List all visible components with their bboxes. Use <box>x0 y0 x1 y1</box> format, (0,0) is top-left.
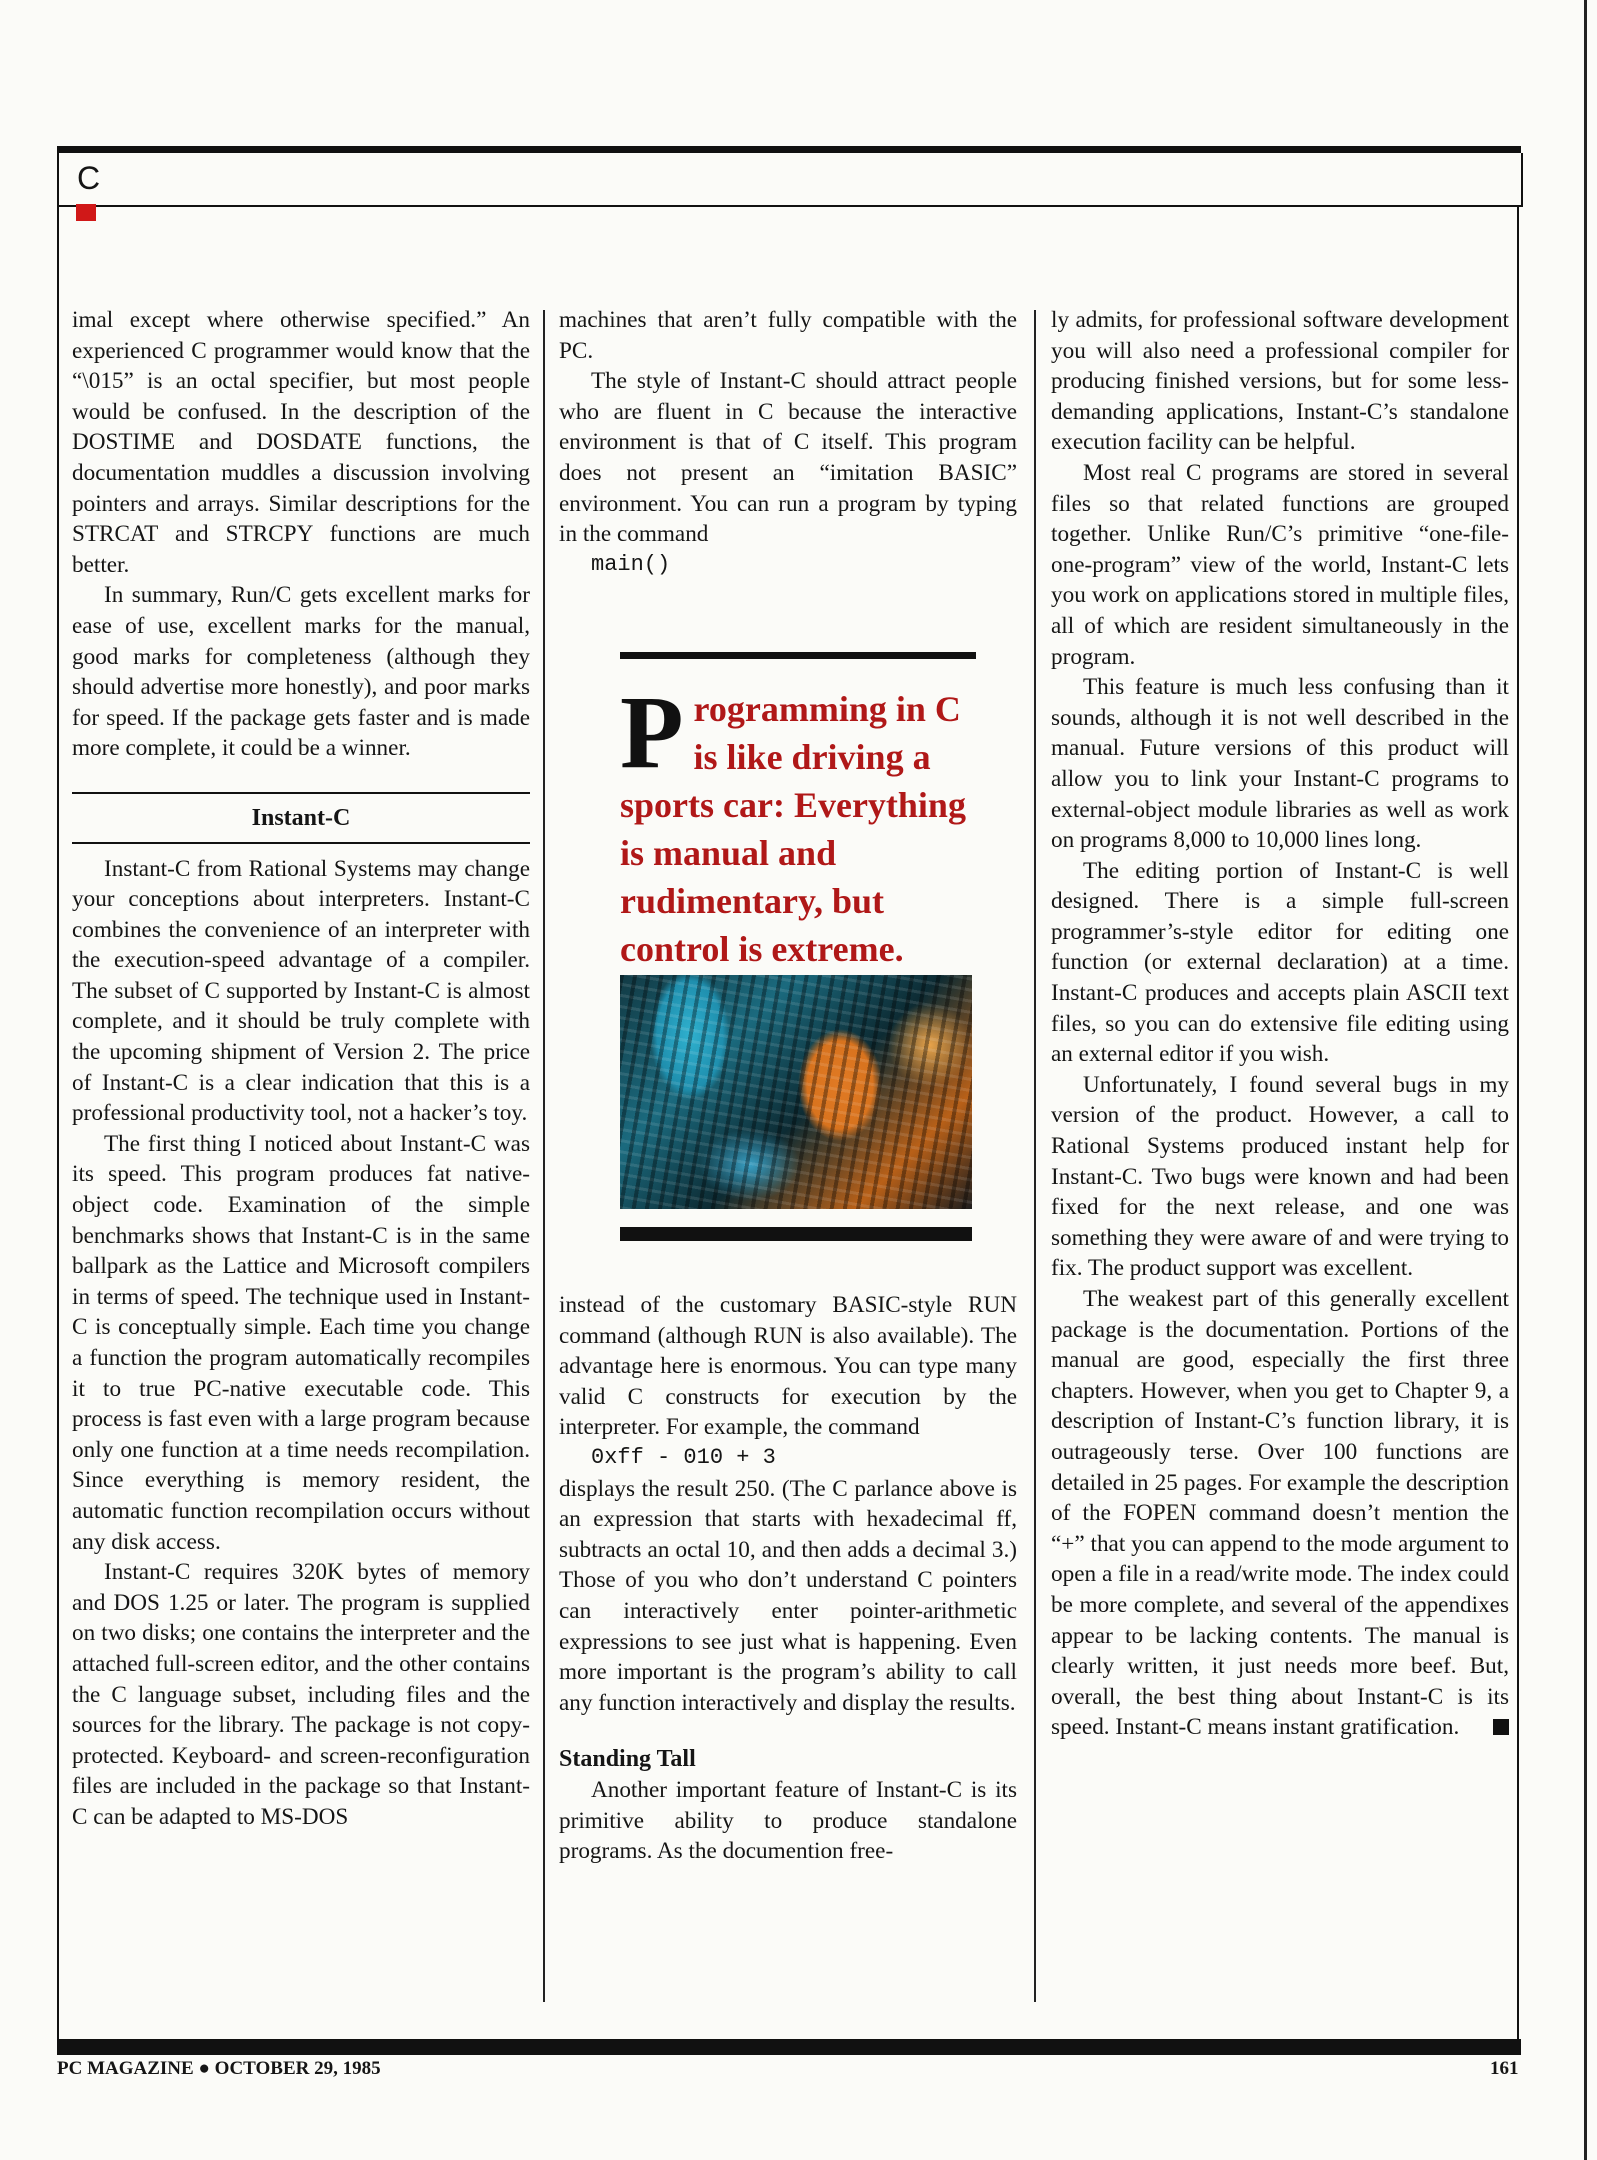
paragraph: displays the result 250. (The C parlance above is an expression that starts with hexadecimal ff, subtracts an octal 10, and then adds a decimal 3.) Those of you who don’t understand C pointers can interactively enter pointer-arithmetic expressions to see just what is happening. Even more important is the program’s ability to call any function interactively and display the results. <box>559 1475 1017 1716</box>
paragraph: The editing portion of Instant-C is well designed. There is a simple full-screen programmer’s-style editor for editing one function (or external declaration) at a time. Instant-C produces and accepts plain ASCII text files, so you can do extensive file editing using an external editor if you wish. <box>1051 857 1509 1068</box>
pull-quote-bottom-rule <box>620 1227 972 1241</box>
paragraph: The first thing I noticed about Instant-C was its speed. This program produces fat native-object code. Examination of the simple benchmarks shows that Instant-C is in the same ballpark as the Lattice and Microsoft compilers in terms of speed. The technique used in Instant-C is conceptually simple. Each time you change a function the program automatically recompiles it to true PC-native executable code. This process is fast even with a large program because only one function at a time needs recompilation. Since everything is memory resident, the automatic function recompilation occurs without any disk access. <box>72 1130 530 1555</box>
paragraph: machines that aren’t fully compatible with the PC. <box>559 307 1017 364</box>
page-edge-rule <box>1584 0 1587 2160</box>
paragraph: In summary, Run/C gets excellent marks for ease of use, excellent marks for the manual, good marks for completeness (although they should advertise more honestly), and poor marks for speed. If the package gets faster and is made more complete, it could be a winner. <box>72 582 530 762</box>
column-2-top <box>559 305 1017 580</box>
frame-left-rule <box>57 205 59 2043</box>
code-example: 0xff - 010 + 3 <box>591 1444 776 1470</box>
code-example: main() <box>591 551 671 577</box>
end-mark-icon <box>1493 1719 1509 1735</box>
pull-quote-body: rogramming in C is like driving a sports car: Everything is manual and rudimentary, but control is extreme. <box>620 689 966 969</box>
paragraph: Another important feature of Instant-C is its primitive ability to produce standalone programs. As the documention free- <box>559 1776 1017 1865</box>
column-2-bottom <box>559 1290 1017 1867</box>
paragraph: ly admits, for professional software development you will also need a professional compiler for producing finished versions, but for some less-demanding applications, Instant-C’s standalone execution facility can be helpful. <box>1051 307 1509 456</box>
paragraph-text: The weakest part of this generally excellent package is the documentation. Portions of the manual are good, especially the first three chapters. However, when you get to Chapter 9, a description of Instant-C’s function library, it is outrageously terse. Over 100 functions are detailed in 25 pages. For example the description of the FOPEN command doesn’t mention the “+” that you can append to the mode argument to open a file in a read/write mode. The index could be more complete, and several of the appendixes appear to be lacking contents. The manual is clearly written, it just needs more beef. But, overall, the best thing about Instant-C is its speed. Instant-C means instant gratification. <box>1051 1286 1509 1741</box>
drop-cap: P <box>620 675 684 790</box>
paragraph: Most real C programs are stored in several files so that related functions are grouped together. Unlike Run/C’s primitive “one-file-one-program” view of the world, Instant-C lets you work on applications stored in multiple files, all of which are resident simultaneously in the program. <box>1051 459 1509 670</box>
paragraph: The style of Instant-C should attract people who are fluent in C because the interactive environment is that of C itself. This program does not present an “imitation BASIC” environment. You can run a program by typing in the command <box>559 368 1017 548</box>
section-header <box>57 153 1523 207</box>
frame-right-rule <box>1517 205 1519 2043</box>
paragraph: imal except where otherwise specified.” An experienced C programmer would know that the “\015” is an octal specifier, but most people would be confused. In the description of the DOSTIME and DOSDATE functions, the documentation muddles a discussion involving pointers and arrays. Similar descriptions for the STRCAT and STRCPY functions are much better. <box>72 307 530 578</box>
subhead: Standing Tall <box>559 1746 696 1773</box>
pull-quote-rule <box>620 652 976 659</box>
column-1 <box>72 305 530 1833</box>
pull-quote-text <box>620 675 976 973</box>
column-3 <box>1051 305 1509 1743</box>
paragraph: This feature is much less confusing than it sounds, although it is not well described in the manual. Future versions of this product will allow you to link your Instant-C programs to external-object module libraries as well as work on programs 8,000 to 10,000 lines long. <box>1051 674 1509 854</box>
pull-quote <box>620 652 976 973</box>
section-title: Instant-C <box>72 794 530 844</box>
page-number: 161 <box>1490 2058 1519 2079</box>
paragraph: Instant-C requires 320K bytes of memory and DOS 1.25 or later. The program is supplied on two disks; one contains the interpreter and the attached full-screen editor, and the other contains the C language subset, including files and the sources for the library. The package is not copy-protected. Keyboard- and screen-reconfiguration files are included in the package so that Instant-C can be adapted to MS-DOS <box>72 1559 530 1830</box>
red-marker <box>76 204 96 221</box>
footer-publication: PC MAGAZINE ● OCTOBER 29, 1985 <box>57 2058 381 2079</box>
column-divider <box>1034 310 1036 2002</box>
paragraph: instead of the customary BASIC-style RUN command (although RUN is also available). The advantage here is enormous. You can type many valid C constructs for execution by the interpreter. For example, the command <box>559 1292 1017 1441</box>
footer-rule <box>57 2039 1521 2055</box>
paragraph: Instant-C from Rational Systems may change your conceptions about interpreters. Instant-C combines the convenience of an interpreter with the execution-speed advantage of a compiler. The subset of C supported by Instant-C is almost complete, and it should be truly complete with the upcoming shipment of Version 2. The price of Instant-C is a clear indication that this is a professional productivity tool, not a hacker’s toy. <box>72 855 530 1127</box>
paragraph <box>1051 1284 1509 1743</box>
paragraph: Unfortunately, I found several bugs in my version of the product. However, a call to Rational Systems produced instant help for Instant-C. Two bugs were known and had been fixed for the next release, and one was something they were aware of and were trying to fix. The product support was excellent. <box>1051 1071 1509 1282</box>
section-letter: C <box>77 160 101 196</box>
top-rule <box>57 146 1521 153</box>
illustration <box>620 975 972 1209</box>
column-divider <box>543 310 545 2002</box>
